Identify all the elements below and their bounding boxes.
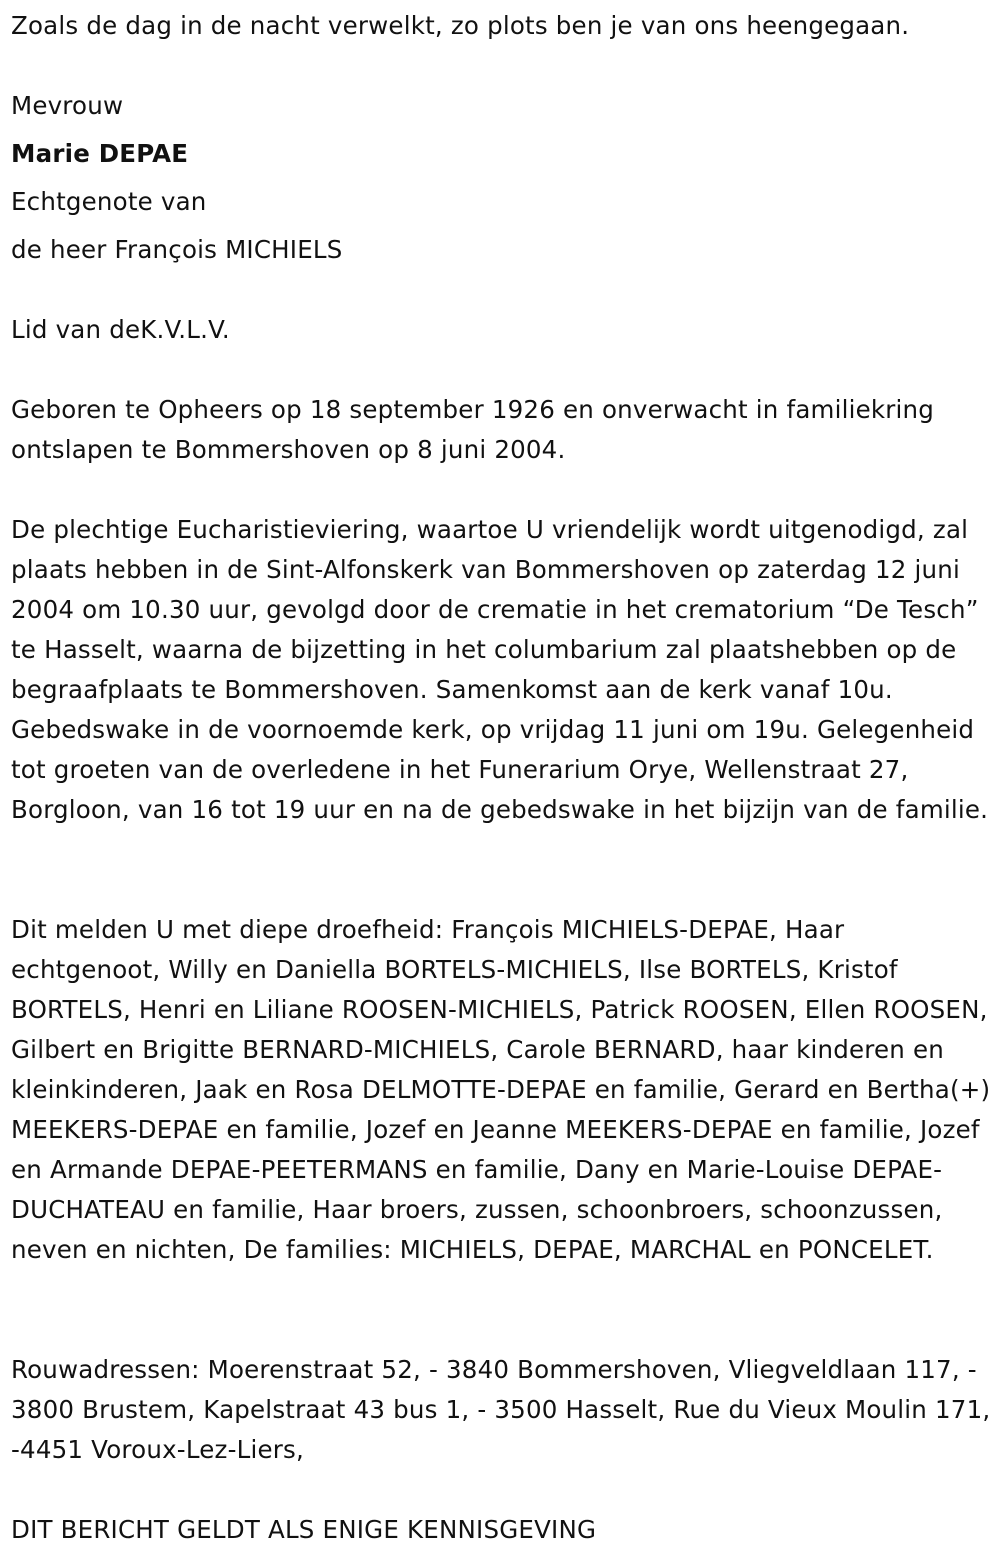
addresses-paragraph: Rouwadressen: Moerenstraat 52, - 3840 Bommershoven, Vliegveldlaan 117, - 3800 Brustem, Kapelstraat 43 bus 1, - 3500 Hasselt, Rue du Vieux Moulin 171, -4451 Voroux-Lez-Liers, [11,1355,991,1464]
ceremony-paragraph: De plechtige Eucharistieviering, waartoe U vriendelijk wordt uitgenodigd, zal plaats hebben in de Sint-Alfonskerk van Bommershoven op zaterdag 12 juni 2004 om 10.30 uur, gevolgd door de crematie in het crematorium “De Tesch” te Hasselt, waarna de bijzetting in het columbarium zal plaatshebben op de begraafplaats te Bommershoven. Samenkomst aan de kerk vanaf 10u. Gebedswake in de voornoemde kerk, op vrijdag 11 juni om 19u. Gelegenheid tot groeten van de overledene in het Funerarium Orye, Wellenstraat 27, Borgloon, van 16 tot 19 uur en na de gebedswake in het bijzijn van de familie. [11,515,989,824]
spouse-name: de heer François MICHIELS [11,235,343,264]
closing-notice: DIT BERICHT GELDT ALS ENIGE KENNISGEVING [11,1515,597,1544]
birth-death-paragraph: Geboren te Opheers op 18 september 1926 en onverwacht in familiekring ontslapen te Bommershoven op 8 juni 2004. [11,395,935,464]
family-paragraph: Dit melden U met diepe droefheid: François MICHIELS-DEPAE, Haar echtgenoot, Willy en Daniella BORTELS-MICHIELS, Ilse BORTELS, Kristof BORTELS, Henri en Liliane ROOSEN-MICHIELS, Patrick ROOSEN, Ellen ROOSEN, Gilbert en Brigitte BERNARD-MICHIELS, Carole BERNARD, haar kinderen en kleinkinderen, Jaak en Rosa DELMOTTE-DEPAE en familie, Gerard en Bertha(+) MEEKERS-DEPAE en familie, Jozef en Jeanne MEEKERS-DEPAE en familie, Jozef en Armande DEPAE-PEETERMANS en familie, Dany en Marie-Louise DEPAE-DUCHATEAU en familie, Haar broers, zussen, schoonbroers, schoonzussen, neven en nichten, De families: MICHIELS, DEPAE, MARCHAL en PONCELET. [11,915,991,1264]
deceased-name: Marie DEPAE [11,139,189,168]
membership: Lid van deK.V.L.V. [11,315,230,344]
intro-text: Zoals de dag in de nacht verwelkt, zo plots ben je van ons heengegaan. [11,11,910,40]
salutation: Mevrouw [11,91,124,120]
spouse-label: Echtgenote van [11,187,207,216]
